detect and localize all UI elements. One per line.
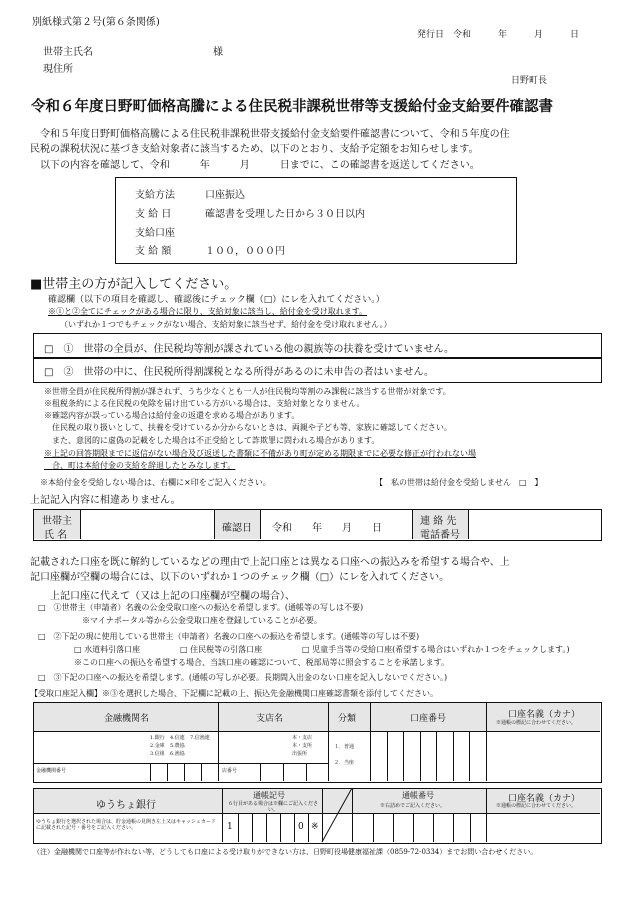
decline-note: ※本給付金を受給しない場合は、右欄に×印をご記入ください。 (40, 478, 271, 487)
intro-line-2: 民税の課税状況に基づき支給対象者に該当するため、以下のとおり、支給予定額をお知らせします。 (30, 144, 479, 155)
note-7: 合、町は本給付金の支給を辞退したとみなします。 (44, 461, 236, 470)
contact-label: 連 絡 先 (420, 516, 457, 527)
yucho-diagonal (322, 788, 352, 842)
alt-intro-1: 記載された口座を既に解約しているなどの理由で上記口座とは異なる口座への振込みを希望する場合や、上 (30, 557, 510, 568)
col-bank-name: 金融機関名 (104, 714, 150, 724)
yucho-holder-label: 口座名義（カナ） (508, 794, 581, 804)
method-label: 支給方法 (135, 190, 175, 201)
confirm-condition: ※①と②全てにチェックがある場合に限り、支給対象に該当し、給付金を受け取れます。 (48, 307, 368, 316)
yucho-description: ゆうちょ銀行を選択された場合は、貯金通帳の見開き左上又はキャッシュカードに記載された記号・番号をご記入ください。 (36, 819, 216, 831)
date-label: 支 給 日 (135, 209, 172, 220)
page-title: 令和６年度日野町価格高騰による住民税非課税世帯等支援給付金支給要件確認書 (31, 98, 553, 115)
bank-type-5[interactable]: 5.農協 (170, 743, 185, 749)
confirm-date-label: 確認日 (222, 523, 252, 534)
note-5: また、意図的に虚偽の記載をした場合は不正受給として詐欺罪に問われる場合があります。 (44, 436, 380, 445)
alt-intro-2: 記口座欄が空欄の場合には、以下のいずれか１つのチェック欄（□）にレを入れてください。 (30, 572, 450, 583)
col-account: 口座番号 (410, 714, 447, 724)
bank-code-label: 金融機関番号 (36, 768, 67, 774)
yucho-symbol-label: 通帳記号 (253, 791, 285, 800)
branch-type-1[interactable]: 本・支店 (292, 735, 313, 741)
alt-option-1[interactable]: □ ①世帯主（申請者）名義の公金受取口座への振込を希望します。(通帳等の写しは不要) (38, 603, 364, 612)
name-label: 氏 名 (44, 530, 68, 541)
issue-date: 発行日 令和 年 月 日 (417, 30, 580, 40)
bank-type-2[interactable]: 2.金庫 (150, 743, 165, 749)
note-4: 住民税の取り扱いとして、扶養を受けているか分からないときは、両親や子ども等、家族に確認してください。 (44, 423, 452, 432)
note-6: ※上記の回答期限までに返信がない場合及び返送した書類に不備があり町が定める期限までに必要な修正が行われない場 (44, 449, 476, 458)
intro-line-1: 令和５年度日野町価格高騰による住民税非課税世帯支援給付金支給要件確認書について、令和５年度の住 (30, 129, 510, 140)
intro-line-3: 以下の内容を確認して、令和 年 月 日までに、この確認書を返送してください。 (30, 160, 480, 171)
account-label: 支給口座 (135, 228, 175, 239)
col-type: 分類 (338, 714, 357, 724)
bank-heading: 【受取口座記入欄】※③を選択した場合、下記欄に記載の上、振込先金融機関口座確認書類を添付してください。 (30, 689, 438, 698)
alt-option-3[interactable]: □ ③下記の口座への振込を希望します。(通帳の写しが必要。長期間入出金のない口座を記入しないでください。) (38, 673, 448, 682)
phone-label: 電話番号 (420, 530, 460, 541)
alt-option-2a[interactable]: □ 水道料引落口座 (74, 645, 141, 654)
branch-type-3[interactable]: 出張所 (292, 751, 308, 757)
alt-option-1-note: ※マイナポータル等から公金受取口座を登録していることが必要。 (82, 616, 322, 625)
bank-type-4[interactable]: 4.信連 (170, 735, 185, 741)
col-branch-name: 支店名 (256, 714, 284, 724)
bank-type-3[interactable]: 3.信組 (150, 751, 165, 757)
alt-option-2[interactable]: □ ②下記の現に使用している世帯主（申請者）名義の口座への振込を希望します。(通帳等の写しは不要) (38, 632, 420, 641)
yucho-holder-note: ※通帳の標記に合わせてください。 (496, 803, 577, 809)
yucho-symbol-note: ６行目がある場合は※欄にご記入ください。 (227, 801, 318, 813)
date-value: 確認書を受理した日から３０日以内 (205, 209, 365, 220)
acct-type-2[interactable]: ２．当座 (334, 760, 355, 766)
acct-type-1[interactable]: １．普通 (334, 744, 355, 750)
householder-name: 世帯主氏名 様 (43, 47, 223, 58)
check-1-label[interactable]: □ ① 世帯の全員が、住民税均等割が課されている他の親族等の扶養を受けていません。 (44, 344, 455, 355)
bank-type-6[interactable]: 6.漁協 (170, 751, 185, 757)
amount-value: １００，０００円 (205, 246, 285, 257)
check-2-label[interactable]: □ ② 世帯の中に、住民税所得割課税となる所得があるのに未申告の者はいません。 (44, 367, 435, 378)
col-holder: 口座名義（カナ） (508, 710, 581, 720)
confirm-date-value[interactable]: 令和 年 月 日 (272, 523, 382, 534)
yucho-number-label: 通帳番号 (402, 791, 434, 800)
branch-type-2[interactable]: 本・支所 (292, 743, 313, 749)
bank-type-7[interactable]: 7.信漁連 (190, 735, 210, 741)
confirm-text: 上記記入内容に相違ありません。 (30, 495, 181, 506)
alt-option-2b[interactable]: □ 住民税等の引落口座 (180, 645, 263, 654)
amount-label: 支 給 額 (135, 246, 172, 257)
note-1: ※世帯全員が住民税所得割が課されず、うち少なくとも一人が住民税均等割のみ課税に該当する世帯が対象です。 (44, 387, 451, 396)
note-2: ※租税条約による住民税の免除を届け出ている方がいる場合は、支給対象となりません。 (44, 399, 365, 408)
bank-type-1[interactable]: 1.銀行 (150, 735, 165, 741)
confirm-condition-note: （いずれか１つでもチェックがない場合、支給対象に該当せず、給付金を受け取れません。） (60, 320, 392, 329)
yucho-mark: ※ (311, 822, 319, 832)
method-value: 口座振込 (205, 190, 245, 201)
section-heading: ■世帯主の方が記入してください。 (30, 277, 238, 292)
decline-checkbox[interactable]: 【 私の世帯は給付金を受給しません □ 】 (375, 478, 543, 487)
form-number: 別紙様式第２号(第６条関係) (32, 17, 160, 28)
alt-option-2c[interactable]: □ 児童手当等の受給口座(希望する場合はいずれか１つをチェックします。) (302, 645, 570, 654)
confirm-instruction: 確認欄（以下の項目を確認し、確認後にチェック欄（□）にレを入れてください。） (48, 295, 385, 305)
col-holder-note: ※通帳の標記に合わせてください。 (496, 720, 577, 726)
payment-box (115, 177, 517, 264)
yucho-digit-first: 1 (227, 822, 233, 832)
note-3: ※確認内容が誤っている場合は給付金の返還を求める場合があります。 (44, 411, 300, 420)
footer-note: （注）金融機関で口座等が作れない等、どうしても口座による受け取りができない方は、日野町役場健康福祉課（0859-72-0334）までお問い合わせください。 (33, 848, 538, 856)
current-address: 現住所 (43, 64, 73, 75)
alt-option-2-note: ※この口座への振込を希望する場合、当該口座の確認について、税部局等に照会することを承諾します。 (74, 658, 450, 667)
yucho-name: ゆうちょ銀行 (96, 800, 156, 811)
yucho-number-note: ※右詰めでご記入ください。 (380, 803, 446, 809)
householder-label: 世帯主 (42, 516, 72, 527)
alt-lead: 上記口座に代えて（又は上記の口座欄が空欄の場合）、 (50, 591, 295, 602)
issuer: 日野町長 (511, 76, 548, 86)
yucho-digit-last: 0 (298, 822, 304, 832)
branch-code-label: 店番号 (222, 768, 238, 774)
